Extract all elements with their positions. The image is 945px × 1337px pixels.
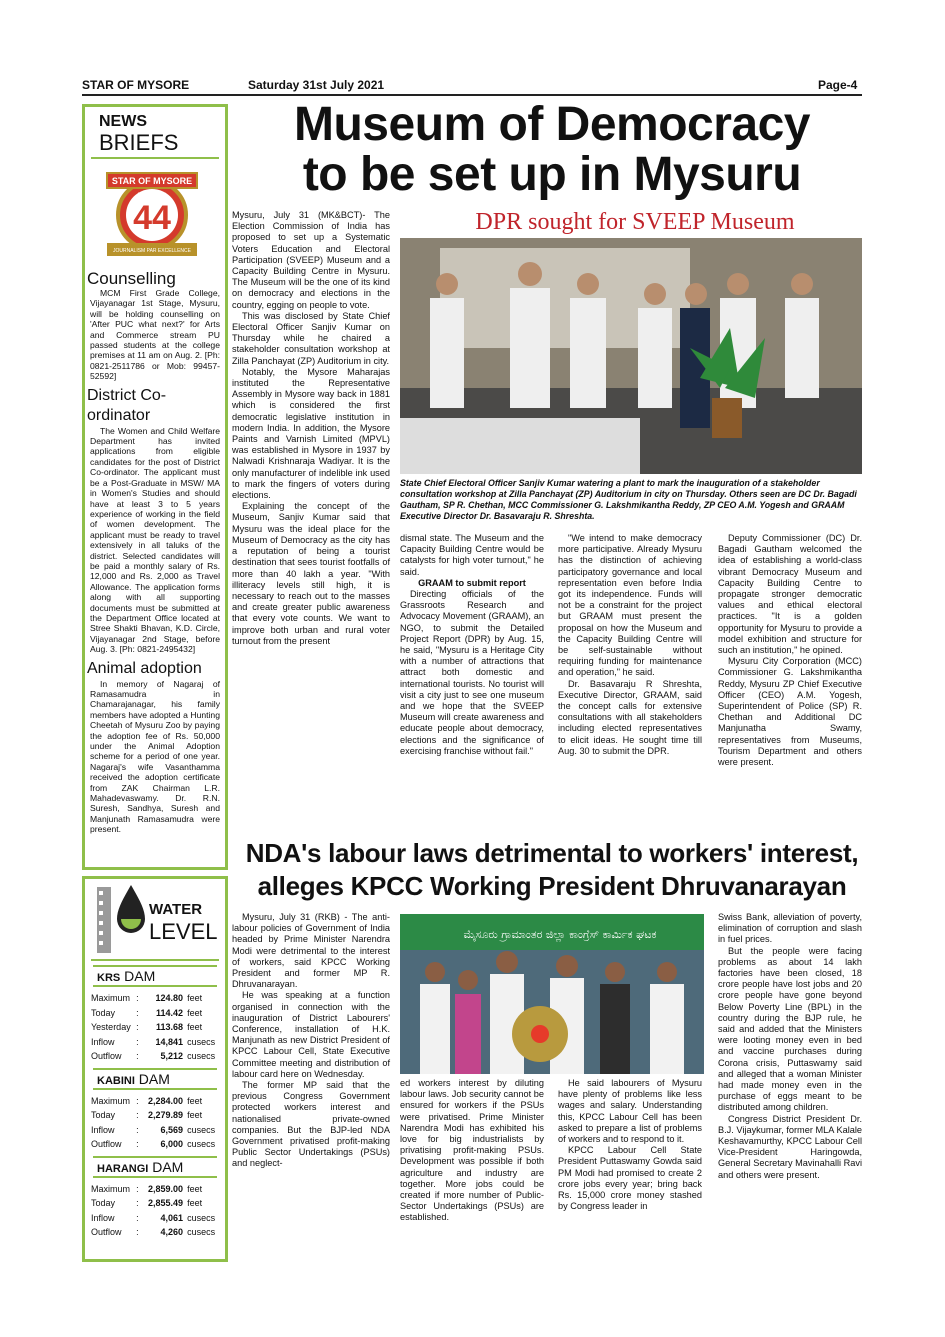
- dam-cell: cusecs: [187, 1124, 216, 1135]
- dam-cell: 113.68: [156, 1022, 184, 1032]
- level-label: LEVEL: [149, 919, 218, 944]
- workshop-photo: [400, 238, 862, 474]
- dam-row: [85, 1035, 225, 1050]
- logo-top: STAR OF MYSORE: [111, 176, 193, 186]
- headline-line1: Museum of Democracy: [294, 98, 810, 151]
- brief-body: The Women and Child Welfare Department has invited applications from eligible candidates for the post of District Co-ordinator. The applicant must be a Post-Graduate in MSW/ MA in Women's Studies and should have at least 3 to 5 years experience of working in the field of women development. The applicant must be ready to travel extensively in all taluks of the district. Selected candidates will be paid a monthly salary of Rs. 12,000 and Rs. 2,000 as Travel Allowance. The application forms along with all supporting documents must be submitted at the Department Office located at Stree Shakti Bhavan, K.D. Circle, Vijayanagar 2nd Stage, before Aug. 3. [Ph: 0821-2495432]: [90, 425, 220, 655]
- dam-cell: :: [136, 1110, 139, 1120]
- logo-bottom: JOURNALISM PAR EXCELLENCE: [113, 248, 191, 254]
- logo-number: 44: [133, 199, 171, 237]
- brief-head: Counselling: [87, 269, 176, 288]
- headline-line2: to be set up in Mysuru: [302, 148, 802, 201]
- dam-cell: 124.80: [155, 993, 184, 1003]
- subheadline: DPR sought for SVEEP Museum: [475, 209, 795, 235]
- dam-cell: Today: [91, 1110, 116, 1120]
- news-label: NEWS: [99, 113, 147, 130]
- dam-cell: :: [136, 1139, 139, 1149]
- brief-counselling: [85, 269, 225, 382]
- brief-body: MCM First Grade College, Vijayanagar 1st Stage, Mysuru, will be holding counselling on 'After PUC what next?' for Arts and Commerce stream PU passed students at the college premises at 11 am on Aug. 2. [Ph: 0821-2511786 or Mob: 99457-52592]: [90, 288, 220, 382]
- story1-col3: "We intend to make democracy more participative. Already Mysuru has the distinction of achieving participatory governance and local representation even before India got its independence. Funds will not be a constraint for the project but GRAAM must present the proposal on how the Museum and the Capacity Building Centre will be self-sustainable without requiring funding for maintenance and operation," he said. Dr. Basavaraju R Shreshta, Executive Director, GRAAM, said the concept calls for extensive consultations with all stakeholders including elected representatives to elicit ideas. He sought time till Aug. 30 to submit the DPR.: [558, 533, 702, 756]
- dam-row: [85, 991, 225, 1006]
- star-of-mysore-logo: [85, 159, 219, 267]
- brief-head: Animal adoption: [87, 659, 202, 677]
- dam-cell: Inflow: [91, 1124, 115, 1135]
- dam-row: [85, 1196, 225, 1211]
- dam-cell: :: [136, 1007, 139, 1018]
- dam-cell: feet: [187, 1198, 203, 1208]
- dam-row: [85, 1094, 225, 1109]
- dam-cell: :: [136, 1198, 139, 1208]
- story1-col4: Deputy Commissioner (DC) Dr. Bagadi Gautham welcomed the idea of establishing a world-class vibrant Democracy Museum and Capacity Building Centre to propagate stronger democratic values and ethical electoral practices. "It is a golden opportunity for Mysuru to provide a model exhibition and structure for such an institution," he opined. Mysuru City Corporation (MCC) Commissioner G. Lakshmikantha Reddy, Mysuru ZP Chief Executive Officer (CEO) A.M. Yogesh, Superintendent of Police (SP) R. Chethan and Additional DC Manjunatha Swamy, representatives from Museums, Tourism Department and others were present.: [718, 533, 862, 768]
- dam-kabini: [85, 1068, 225, 1152]
- dam-cell: cusecs: [187, 1036, 216, 1047]
- dam-cell: 2,855.49: [148, 1198, 184, 1208]
- dam-cell: 6,569: [160, 1124, 184, 1135]
- dam-title: KABINI DAM: [93, 1068, 217, 1090]
- dam-cell: feet: [187, 1095, 203, 1106]
- water-label: WATER: [149, 901, 203, 918]
- dam-row: [85, 1020, 225, 1035]
- dam-cell: :: [136, 1051, 139, 1061]
- dam-cell: Yesterday: [91, 1022, 131, 1032]
- paper-name: STAR OF MYSORE: [82, 78, 190, 92]
- dam-cell: cusecs: [187, 1139, 216, 1149]
- dam-cell: feet: [187, 1183, 203, 1194]
- dam-cell: cusecs: [187, 1227, 216, 1237]
- dam-cell: feet: [187, 993, 203, 1003]
- dam-cell: :: [136, 1022, 139, 1032]
- dam-rows: [85, 991, 225, 1064]
- dam-cell: Maximum: [91, 1183, 131, 1194]
- story2-col3: He said labourers of Mysuru have plenty of problems like less wages and salary. Understanding this, KPCC Labour Cell has been asked to prepare a list of problems of workers and to respond to it. KPCC Labour Cell State President Puttaswamy Gowda said PM Modi had promised to create 2 crore jobs every year; bring back Rs. 15,000 crore money stashed by Congress leader in: [558, 1078, 702, 1212]
- issue-date: Saturday 31st July 2021: [248, 78, 385, 92]
- story2-headline-line1: NDA's labour laws detrimental to workers' interest,: [245, 838, 859, 868]
- dam-cell: :: [136, 1095, 139, 1106]
- dam-list: [85, 965, 225, 1240]
- dam-row: [85, 1006, 225, 1021]
- dam-cell: Outflow: [91, 1139, 122, 1149]
- story1-photo: [400, 238, 862, 474]
- dam-row: [85, 1182, 225, 1197]
- dam-cell: 114.42: [156, 1007, 184, 1018]
- dam-krs: [85, 965, 225, 1064]
- story2-col1: Mysuru, July 31 (RKB) - The anti-labour policies of Government of India headed by Prime Minister Narendra Modi were detrimental to the interest of workers, said KPCC Working President and former MP R. Dhruvanarayan. He was speaking at a function organised in connection with the inauguration of District Labourers' Conference, installation of H.K. Manjunath as new District President of KPCC Labour Cell, State Executive Committee meeting and distribution of labour card here on Wednesday. The former MP said that the previous Congress Government protected workers interest and nationalised private-owned companies. But the BJP-led NDA Government privatised profit-making Public Sector Undertakings (PSUs) and neglect-: [232, 912, 390, 1169]
- dam-rows: [85, 1182, 225, 1240]
- logo-44: [85, 159, 225, 267]
- story2-col4: Swiss Bank, alleviation of poverty, elimination of corruption and slash in fuel prices. But the people were facing problems as about 14 lakh factories have been closed, 18 crore people have lost jobs and 20 crore people have gone beyond Below Poverty Line (BPL) in the country during the BJP rule, he said and added that the Ministers were looting money even in bed and vaccine purchases during Corona crisis, Puttaswamy said and alleged that a woman Minister had made money even in the purchase of eggs meant to be distributed among children. Congress District President Dr. B.J. Vijaykumar, former MLA Kalale Keshavamurthy, KPCC Labour Cell Vice-President Haringowda, General Secretary Mavinahalli Ravi and others were present.: [718, 912, 862, 1180]
- dam-row: [85, 1211, 225, 1226]
- news-briefs-box: [82, 104, 228, 870]
- dam-cell: :: [136, 1124, 139, 1135]
- dam-cell: Outflow: [91, 1051, 122, 1061]
- dam-cell: :: [136, 993, 139, 1003]
- dam-cell: 5,212: [160, 1051, 184, 1061]
- dam-title: HARANGI DAM: [93, 1156, 217, 1178]
- story2-photo: [400, 914, 704, 1074]
- water-level-title: [91, 879, 219, 961]
- header-rule: [82, 94, 862, 96]
- dam-cell: Maximum: [91, 1095, 131, 1106]
- dam-cell: 2,859.00: [148, 1183, 184, 1194]
- dam-cell: 2,279.89: [148, 1110, 184, 1120]
- photo-caption: State Chief Electoral Officer Sanjiv Kumar watering a plant to mark the inauguration of a stakeholder consultation workshop at Zilla Panchayat (ZP) Auditorium in city on Thursday. Others seen are DC Dr. Bagadi Gautham, SP R. Chethan, MCC Commissioner G. Lakshmikantha Reddy, ZP CEO A.M. Yogesh and GRAAM Executive Director Dr. Basavaraju R. Shreshta.: [400, 478, 857, 521]
- dam-cell: :: [136, 1212, 139, 1223]
- dam-cell: Inflow: [91, 1036, 115, 1047]
- dam-row: [85, 1123, 225, 1138]
- logo-estd: Estd. 1978: [137, 193, 167, 199]
- dam-cell: :: [136, 1227, 139, 1237]
- banner-text: ಮೈಸೂರು ಗ್ರಾಮಾಂತರ ಜಿಲ್ಲಾ ಕಾಂಗ್ರೆಸ್ ಕಾರ್ಮಿಕ ಘಟಕ: [463, 928, 657, 941]
- story1-col1: Mysuru, July 31 (MK&BCT)- The Election Commission of India has proposed to set up a Systematic Voters Education and Electoral Participation (SVEEP) Museum and a Capacity Building Centre in Mysuru. The Museum will be the one of its kind on democracy and elections in the country, egging on people to vote. This was disclosed by State Chief Electoral Officer Sanjiv Kumar on Thursday while he chaired a stakeholder consultation workshop at Zilla Panchayat (ZP) Auditorium in city. Notably, the Mysore Maharajas instituted the Representative Assembly in Mysore way back in 1881 which is considered the first democratic legislative institution in modern India. In addition, the Mysore Paints and Varnish Limited (MPVL) was established in Mysore in 1937 by Nalwadi Krishnaraja Wadiyar. It is the only manufacturer of indelible ink used to mark the fingers of voters during elections. Explaining the concept of the Museum, Sanjiv Kumar said that Mysuru was the ideal place for the Museum of Democracy as the city has a reputation of being a tourist destination that sees tourist footfalls of more than 40 lakh a year. "With illiteracy levels still high, it is necessary to reach out to the masses and create greater public awareness that every vote counts. We want to improve both urban and rural voter turnout from the present: [232, 210, 390, 646]
- dam-cell: 4,260: [160, 1227, 184, 1237]
- dam-row: [85, 1137, 225, 1152]
- dam-cell: Inflow: [91, 1212, 115, 1223]
- dam-cell: 6,000: [160, 1139, 184, 1149]
- dam-cell: cusecs: [187, 1051, 216, 1061]
- dam-cell: feet: [187, 1007, 203, 1018]
- dam-cell: :: [136, 1036, 139, 1047]
- dam-harangi: [85, 1156, 225, 1240]
- dam-cell: Outflow: [91, 1227, 122, 1237]
- labour-conference-photo: [400, 914, 704, 1074]
- dam-cell: feet: [187, 1022, 203, 1032]
- dam-cell: 4,061: [160, 1212, 184, 1223]
- page-number: Page-4: [818, 78, 858, 92]
- story2-headline-line2: alleges KPCC Working President Dhruvanarayan: [257, 871, 847, 901]
- brief-head: District Co-ordinator: [87, 386, 167, 424]
- dam-cell: Maximum: [91, 993, 131, 1003]
- dam-title: KRS DAM: [93, 965, 217, 987]
- dam-rows: [85, 1094, 225, 1152]
- water-level-box: [82, 876, 228, 1262]
- dam-cell: feet: [187, 1110, 203, 1120]
- story1-col2: dismal state. The Museum and the Capacity Building Centre would be catalysts for high voter turnout," he said. GRAAM to submit report Directing officials of the Grassroots Research and Advocacy Movement (GRAAM), an NGO, to submit the Detailed Project Report (DPR) by Aug. 15, he said, "Mysuru is a Heritage City with a number of attractions that attract both domestic and international tourists. No tourist will visit a city just to see one museum and we hope that the SVEEP Museum will create awareness and educate people about democracy, elections and the significance of exercising franchise without fail.": [400, 533, 544, 756]
- water-drop-icon: [93, 881, 151, 955]
- dam-cell: cusecs: [187, 1212, 216, 1223]
- dam-row: [85, 1108, 225, 1123]
- brief-animal-adoption: [85, 659, 225, 835]
- brief-district-coordinator: [85, 386, 225, 655]
- dam-cell: 2,284.00: [148, 1095, 184, 1106]
- dam-row: [85, 1225, 225, 1240]
- briefs-label: BRIEFS: [99, 130, 179, 155]
- dam-cell: 14,841: [155, 1036, 184, 1047]
- news-briefs-title: [91, 113, 219, 159]
- story2-col2: ed workers interest by diluting labour laws. Job security cannot be ensured for workers if the PSUs were privatised. Prime Minister Narendra Modi has exhibited his love for big industrialists by privatising profit-making PSUs. Development was possible if both agriculture and industry are together. More jobs could be created if more number of Public-Sector Undertakings (PSUs) are established.: [400, 1078, 544, 1223]
- dam-cell: Today: [91, 1198, 116, 1208]
- dam-cell: Today: [91, 1007, 116, 1018]
- dam-row: [85, 1049, 225, 1064]
- brief-body: In memory of Nagaraj of Ramasamudra in Chamarajanagar, his family members have adopted a Hunting Cheetah of Mysuru Zoo by paying the adoption fee of Rs. 50,000 under the Animal Adoption scheme for a period of one year. Nagaraj's wife Vasanthamma received the adoption certificate from ZAK Chairman L.R. Mahadevaswamy. Dr. R.N. Suresh, Sandhya, Suresh and Manjunath Ramasamudra were present.: [90, 678, 220, 835]
- dam-cell: :: [136, 1183, 139, 1194]
